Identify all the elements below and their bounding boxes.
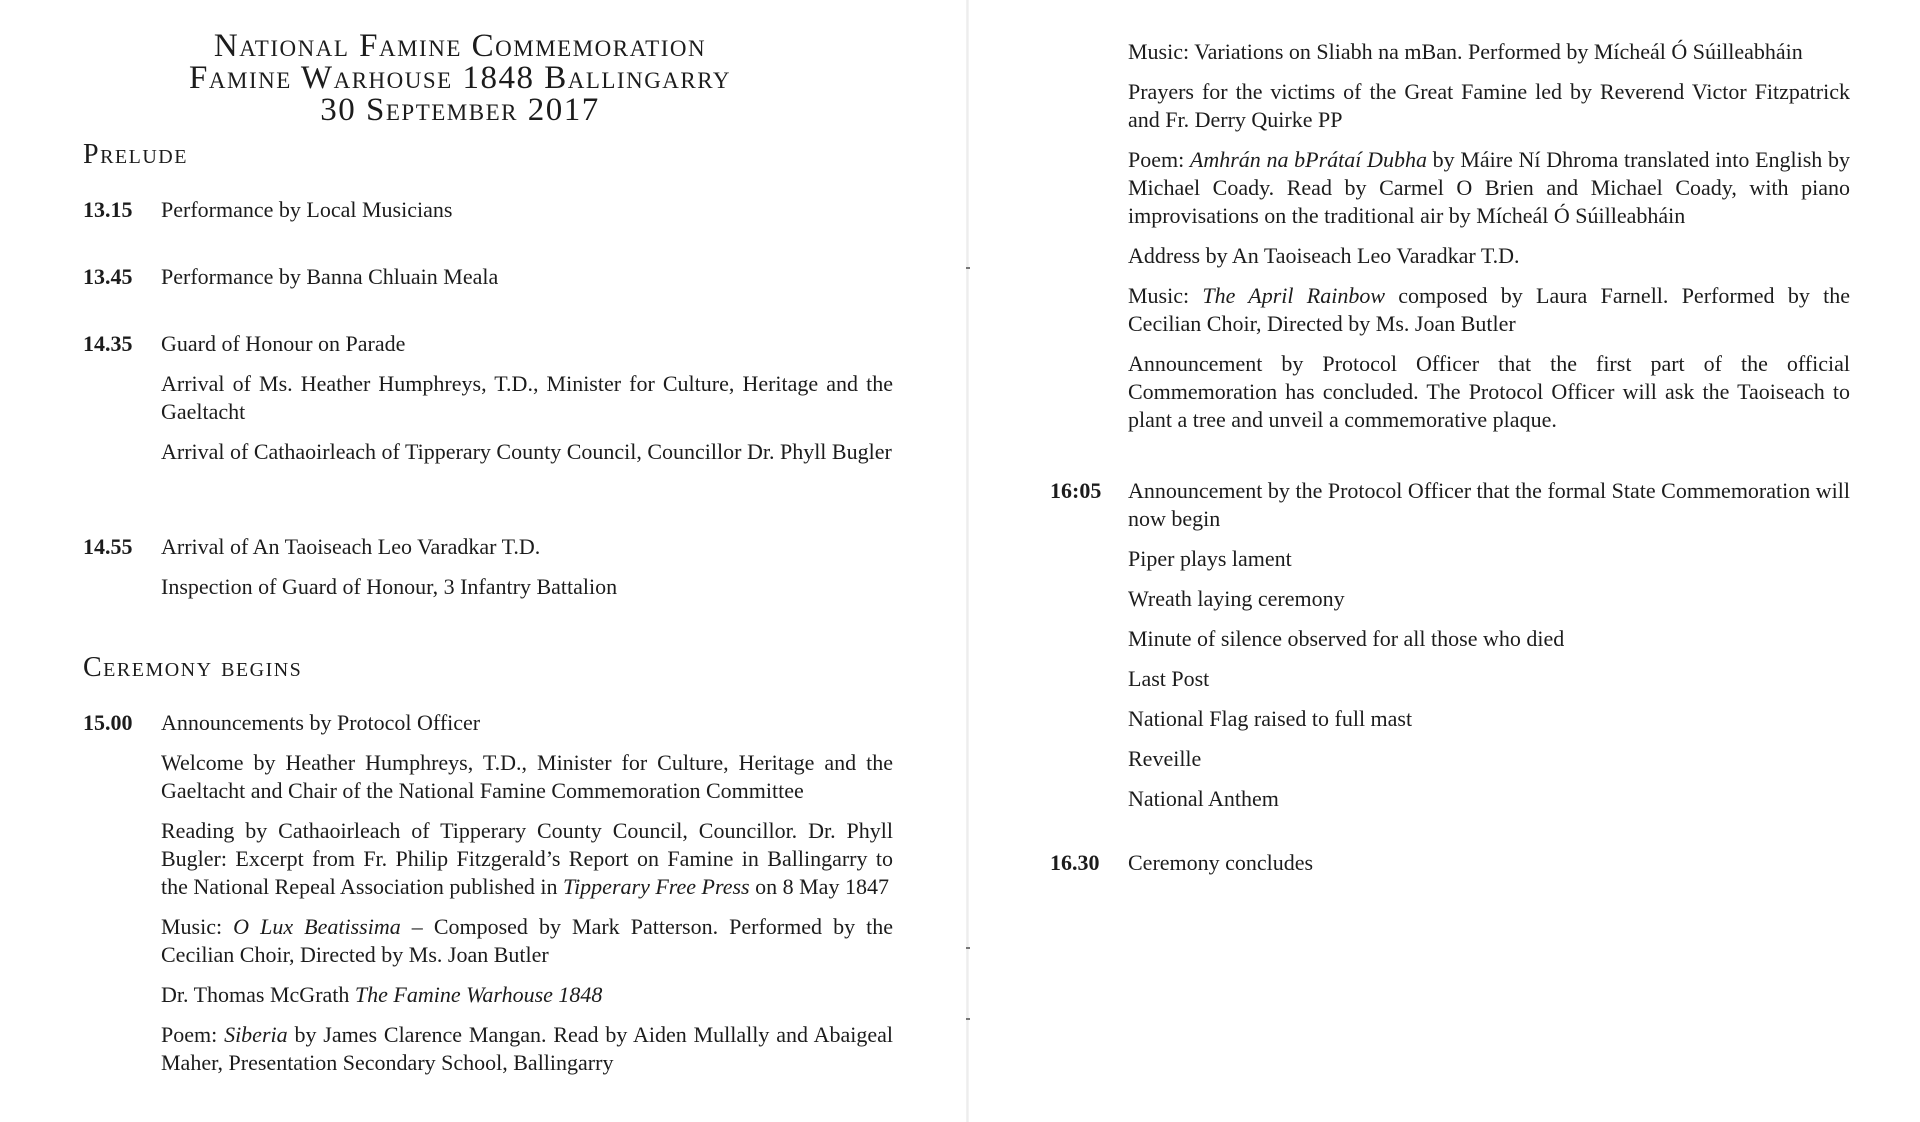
entry-item: Arrival of Ms. Heather Humphreys, T.D., Minister for Culture, Heritage and the Gaeltacht (161, 371, 893, 424)
entry-item: Poem: Siberia by James Clarence Mangan. Read by Aiden Mullally and Abaigeal Maher, Presentation Secondary School, Ballingarry (161, 1022, 893, 1075)
schedule-entry-1315 (83, 196, 893, 224)
header-venue: Famine Warhouse 1848 Ballingarry (189, 60, 731, 96)
header-title: National Famine Commemoration (213, 28, 707, 64)
header-date: 30 September 2017 (320, 92, 600, 128)
entry-time: 16.30 (1050, 850, 1100, 875)
entry-time: 14.55 (83, 534, 133, 559)
entry-time: 15.00 (83, 710, 133, 735)
entry-item: Performance by Banna Chluain Meala (161, 264, 499, 289)
schedule-entry-1455 (83, 533, 893, 601)
entry-item: Reading by Cathaoirleach of Tipperary County Council, Councillor. Dr. Phyll Bugler: Excerpt from Fr. Philip Fitzgerald’s Report on Famine in Ballingarry to the National Repeal Association published in Tipperary Free Press on 8 May 1847 (161, 818, 893, 899)
section-heading-ceremony: Ceremony begins (83, 652, 303, 683)
schedule-entry-1605 (1050, 477, 1850, 813)
entry-item: Announcement by the Protocol Officer that the formal State Commemoration will now begin (1128, 478, 1850, 531)
entry-item: Prayers for the victims of the Great Famine led by Reverend Victor Fitzpatrick and Fr. Derry Quirke PP (1128, 79, 1850, 132)
right-page (968, 0, 1920, 1122)
entry-item: Performance by Local Musicians (161, 197, 453, 222)
schedule-entry-1435 (83, 330, 893, 466)
entry-item: Ceremony concludes (1128, 850, 1314, 875)
programme-header (150, 30, 770, 126)
entry-item: Arrival of Cathaoirleach of Tipperary County Council, Councillor Dr. Phyll Bugler (161, 439, 892, 464)
schedule-entry-1500-continued (1050, 38, 1850, 434)
schedule-entry-1345 (83, 263, 893, 291)
entry-item: Piper plays lament (1128, 546, 1292, 571)
entry-item: Inspection of Guard of Honour, 3 Infantry Battalion (161, 574, 618, 599)
entry-item: Announcements by Protocol Officer (161, 710, 481, 735)
entry-item: Welcome by Heather Humphreys, T.D., Minister for Culture, Heritage and the Gaeltacht and Chair of the National Famine Commemoration Committee (161, 750, 893, 803)
entry-item: Address by An Taoiseach Leo Varadkar T.D. (1128, 243, 1520, 268)
entry-time: 13.45 (83, 264, 133, 289)
entry-item: Dr. Thomas McGrath The Famine Warhouse 1848 (161, 982, 603, 1007)
entry-item: Guard of Honour on Parade (161, 331, 406, 356)
entry-item: Music: O Lux Beatissima – Composed by Mark Patterson. Performed by the Cecilian Choir, Directed by Ms. Joan Butler (161, 914, 893, 967)
entry-time: 14.35 (83, 331, 133, 356)
entry-item: Poem: Amhrán na bPrátaí Dubha by Máire Ní Dhroma translated into English by Michael Coady. Read by Carmel O Brien and Michael Coady, with piano improvisations on the traditional air by Mícheál Ó Súilleabháin (1128, 147, 1850, 228)
entry-item: National Anthem (1128, 786, 1279, 811)
entry-item: Wreath laying ceremony (1128, 586, 1345, 611)
entry-item: Announcement by Protocol Officer that the first part of the official Commemoration has concluded. The Protocol Officer will ask the Taoiseach to plant a tree and unveil a commemorative plaque. (1128, 351, 1850, 432)
entry-item: Last Post (1128, 666, 1210, 691)
schedule-entry-1500 (83, 709, 893, 1077)
entry-time: 16:05 (1050, 478, 1102, 503)
schedule-entry-1630 (1050, 849, 1850, 877)
entry-item: Reveille (1128, 746, 1202, 771)
entry-item: Minute of silence observed for all those who died (1128, 626, 1565, 651)
entry-item: National Flag raised to full mast (1128, 706, 1413, 731)
entry-item: Music: Variations on Sliabh na mBan. Performed by Mícheál Ó Súilleabháin (1128, 39, 1803, 64)
entry-item: Music: The April Rainbow composed by Laura Farnell. Performed by the Cecilian Choir, Directed by Ms. Joan Butler (1128, 283, 1850, 336)
entry-item: Arrival of An Taoiseach Leo Varadkar T.D. (161, 534, 541, 559)
section-heading-prelude: Prelude (83, 139, 188, 170)
entry-time: 13.15 (83, 197, 133, 222)
